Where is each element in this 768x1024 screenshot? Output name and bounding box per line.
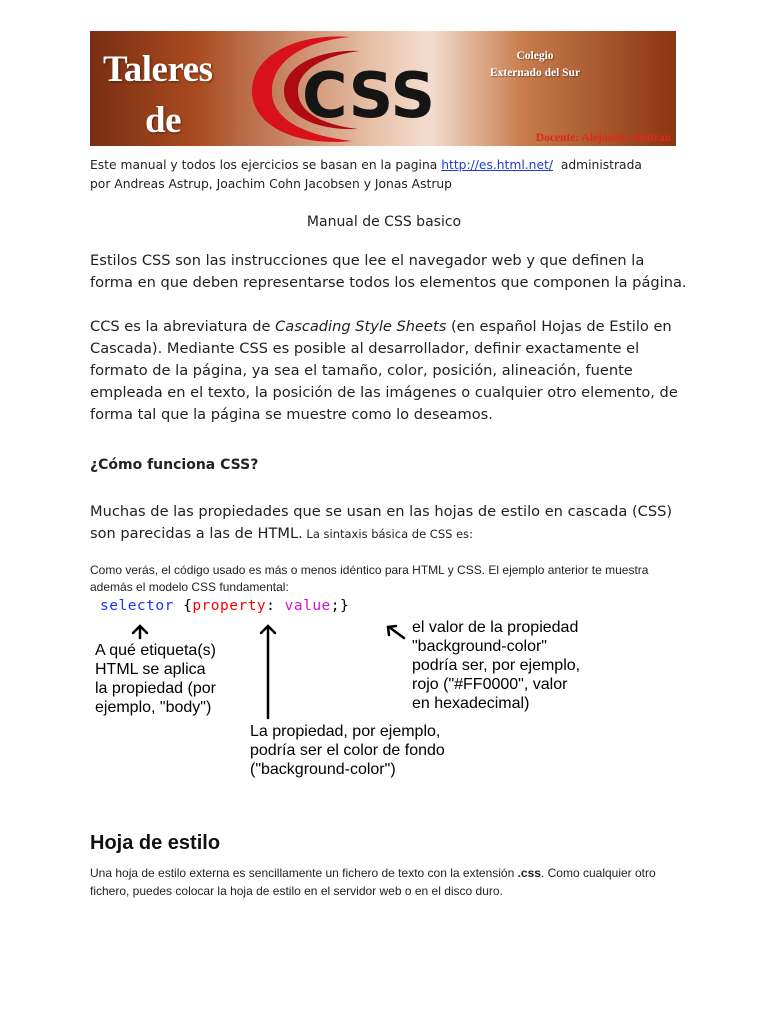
code-colon: : — [266, 598, 285, 614]
paragraph-abbreviation — [90, 316, 690, 426]
heading-how-css-works: ¿Cómo funciona CSS? — [90, 457, 259, 473]
banner-title-line2: de — [145, 100, 181, 141]
para5-bold: .css — [517, 866, 541, 880]
school-name — [470, 48, 600, 82]
para2-after: (en español Hojas de Estilo en Cascada). Mediante CSS es posible al desarrollador, definir exactamente el formato de la página, ya sea el tamaño, color, posición, alineación, fuente empleada en el texto, la posición de las imágenes o cualquier otro elemento, de forma tal que la página se muestre como lo deseamos. — [90, 318, 678, 423]
paragraph-model: Como verás, el código usado es más o menos idéntico para HTML y CSS. El ejemplo anterior te muestra además el modelo CSS fundamental: — [90, 563, 649, 594]
note-value: el valor de la propiedad "background-color" podría ser, por ejemplo, rojo ("#FF0000", valor en hexadecimal) — [412, 619, 581, 712]
note-selector: A qué etiqueta(s) HTML se aplica la propiedad (por ejemplo, "body") — [95, 642, 216, 716]
para3-small: La sintaxis básica de CSS es: — [302, 527, 474, 541]
para5-before: Una hoja de estilo externa es sencillamente un fichero de texto con la extensión — [90, 866, 518, 880]
heading-style-sheet: Hoja de estilo — [90, 832, 221, 854]
code-property: property — [192, 598, 267, 614]
intro-paragraph — [90, 156, 690, 194]
arrow-diagonal-value-icon — [389, 627, 404, 638]
school-line2: Externado del Sur — [489, 67, 581, 79]
header-banner — [90, 31, 676, 146]
source-link[interactable]: http://es.html.net/ — [441, 158, 553, 172]
school-line1: Colegio — [516, 50, 554, 62]
code-selector: selector — [100, 598, 174, 614]
arrowhead-value-icon — [388, 626, 396, 635]
para3-main: Muchas de las propiedades que se usan en las hojas de estilo en cascada (CSS) son parecidas a las de HTML. — [90, 503, 673, 542]
arrowhead-property-icon — [261, 626, 275, 633]
code-close-brace: ;} — [330, 598, 350, 614]
code-value: value — [284, 598, 331, 614]
intro-text: Este manual y todos los ejercicios se basan en la pagina — [90, 158, 442, 172]
paragraph-properties — [90, 501, 690, 545]
arrowhead-selector-icon — [133, 626, 147, 633]
note-property: La propiedad, por ejemplo, podría ser el color de fondo ("background-color") — [250, 723, 445, 778]
teacher-name: Docente: Alejandro Beltran — [535, 132, 671, 144]
para2-before: CCS es la abreviatura de — [90, 318, 276, 335]
css-syntax-code — [100, 598, 349, 614]
banner-title-line1: Taleres — [103, 49, 213, 90]
document-title: Manual de CSS basico — [306, 214, 462, 230]
css-logo — [240, 31, 470, 146]
intro-text-after: administrada — [553, 158, 642, 172]
logo-text: CSS — [302, 59, 436, 132]
para5-after: . Como cualquier otro fichero, puedes colocar la hoja de estilo en el servidor web o en el disco duro. — [90, 866, 656, 898]
intro-authors: por Andreas Astrup, Joachim Cohn Jacobsen y Jonas Astrup — [90, 177, 452, 191]
para2-italic: Cascading Style Sheets — [275, 318, 447, 335]
code-open-brace: { — [173, 598, 193, 614]
paragraph-definition: Estilos CSS son las instrucciones que lee el navegador web y que definen la forma en que deben representarse todos los elementos que componen la página. — [90, 252, 687, 291]
paragraph-style-sheet — [90, 864, 670, 900]
